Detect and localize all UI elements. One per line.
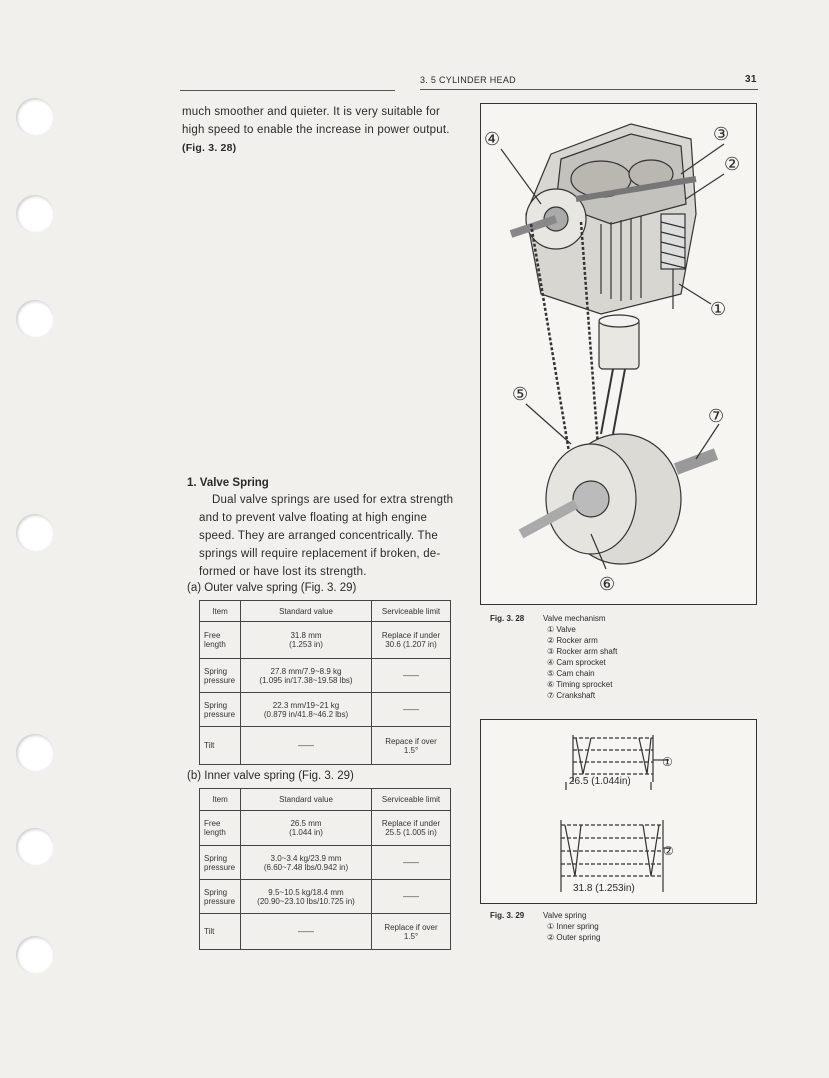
table-row	[200, 622, 451, 659]
valve-spring-figure	[480, 719, 757, 904]
limit-cell: 1.5°	[403, 745, 419, 755]
limit-cell: 30.6 (1.207 in)	[385, 640, 437, 649]
caption-item: ① Inner spring	[547, 922, 599, 931]
caption-item: ② Outer spring	[547, 933, 601, 942]
paragraph-line: formed or have lost its strength.	[199, 566, 367, 578]
item-cell: Tilt	[204, 741, 215, 750]
fig329-caption	[490, 910, 750, 950]
valve-spring-drawing	[481, 720, 756, 903]
col-header: Standard value	[241, 601, 372, 622]
limit-cell: Repace if over	[385, 736, 437, 746]
binder-hole	[16, 514, 54, 552]
item-cell: length	[204, 640, 226, 649]
paragraph-line: speed. They are arranged concentrically. The	[199, 530, 438, 542]
limit-cell: Replace if under	[381, 819, 441, 828]
std-cell: 22.3 mm/19~21 kg	[272, 700, 340, 710]
binder-hole	[16, 734, 54, 772]
valve-spring-paragraph	[199, 491, 455, 581]
std-cell: 3.0~3.4 kg/23.9 mm	[270, 853, 342, 863]
paragraph-line: and to prevent valve floating at high engine	[199, 512, 428, 524]
caption-item: Valve spring	[543, 911, 587, 920]
caption-item: ④ Cam sprocket	[547, 658, 606, 667]
caption-item: ② Rocker arm	[547, 636, 598, 645]
callout-5: ⑤	[512, 384, 529, 404]
item-cell: Spring	[204, 853, 228, 863]
limit-cell: ——	[403, 671, 419, 680]
intro-paragraph	[182, 103, 452, 157]
limit-cell: Replace if over	[384, 922, 438, 932]
limit-cell: 25.5 (1.005 in)	[385, 828, 437, 837]
item-cell: Free	[204, 819, 221, 828]
std-cell: (1.253 in)	[289, 640, 323, 649]
paragraph-line: Dual valve springs are used for extra strength	[212, 494, 454, 506]
intro-line: (Fig. 3. 28)	[182, 142, 237, 154]
caption-item: ⑤ Cam chain	[547, 669, 595, 678]
table-row	[200, 727, 451, 765]
table-row	[200, 880, 451, 914]
caption-items	[543, 910, 600, 943]
binder-hole	[16, 98, 54, 136]
caption-item: ① Valve	[547, 625, 576, 634]
section-heading: 1. Valve Spring	[187, 477, 269, 489]
limit-cell: 1.5°	[403, 931, 419, 941]
std-cell: 9.5~10.5 kg/18.4 mm	[268, 887, 344, 897]
limit-cell: Replace if under	[381, 631, 441, 640]
figure-label: Fig. 3. 28	[490, 614, 525, 623]
outer-spring-caption: (a) Outer valve spring (Fig. 3. 29)	[187, 582, 357, 594]
callout-6: ⑥	[599, 574, 616, 594]
mark-outer-spring: ②	[663, 844, 674, 858]
item-cell: pressure	[204, 675, 236, 685]
std-cell: (1.044 in)	[289, 828, 323, 837]
table-row	[200, 914, 451, 950]
item-cell: Spring	[204, 666, 228, 676]
item-cell: pressure	[204, 896, 236, 906]
std-cell: ——	[298, 927, 314, 936]
table-row	[200, 693, 451, 727]
header-rule-right	[420, 89, 758, 90]
outer-spring-table	[199, 600, 451, 765]
std-cell: (1.095 in/17.38~19.58 lbs)	[259, 675, 353, 685]
item-cell: Spring	[204, 887, 228, 897]
col-header: Item	[200, 601, 241, 622]
fig328-caption	[490, 613, 750, 708]
std-cell: (20.90~23.10 lbs/10.725 in)	[257, 896, 355, 906]
caption-item: ③ Rocker arm shaft	[547, 647, 618, 656]
binder-hole	[16, 936, 54, 974]
paragraph-line: springs will require replacement if broken, de-	[199, 548, 441, 560]
dim-outer-spring: 31.8 (1.253in)	[573, 883, 635, 894]
table-row	[200, 846, 451, 880]
col-header: Standard value	[241, 789, 372, 811]
item-cell: length	[204, 828, 226, 837]
binder-hole	[16, 300, 54, 338]
limit-cell: ——	[403, 705, 419, 714]
callout-1: ①	[710, 299, 727, 319]
item-cell: Free	[204, 631, 221, 640]
valve-mechanism-figure	[480, 103, 757, 605]
std-cell: 27.8 mm/7.9~8.9 kg	[270, 666, 342, 676]
dim-inner-spring: 26.5 (1.044in)	[569, 776, 631, 787]
section-header: 3. 5 CYLINDER HEAD	[420, 75, 516, 85]
inner-spring-table	[199, 788, 451, 950]
limit-cell: ——	[403, 892, 419, 901]
inner-spring-caption: (b) Inner valve spring (Fig. 3. 29)	[187, 770, 354, 782]
caption-items	[543, 613, 617, 701]
callout-7: ⑦	[708, 406, 725, 426]
limit-cell: ——	[403, 858, 419, 867]
binder-hole	[16, 828, 54, 866]
caption-item: Valve mechanism	[543, 614, 606, 623]
item-cell: Tilt	[204, 927, 215, 936]
mark-inner-spring: ①	[662, 755, 673, 769]
col-header: Serviceable limit	[372, 601, 451, 622]
std-cell: 26.5 mm	[290, 819, 322, 828]
caption-item: ⑦ Crankshaft	[547, 691, 596, 700]
std-cell: (0.879 in/41.8~46.2 lbs)	[263, 709, 349, 719]
callout-2: ②	[724, 154, 741, 174]
binder-hole	[16, 195, 54, 233]
callout-3: ③	[713, 124, 730, 144]
table-row	[200, 811, 451, 846]
std-cell: ——	[298, 741, 314, 750]
header-rule-left	[180, 90, 395, 91]
valve-mechanism-illustration	[481, 104, 756, 604]
col-header: Item	[200, 789, 241, 811]
table-row	[200, 659, 451, 693]
item-cell: Spring	[204, 700, 228, 710]
std-cell: (6.60~7.48 lbs/0.942 in)	[263, 862, 349, 872]
intro-line: high speed to enable the increase in power output.	[182, 124, 450, 136]
intro-line: much smoother and quieter. It is very suitable for	[182, 106, 441, 118]
callout-4: ④	[484, 129, 501, 149]
item-cell: pressure	[204, 862, 236, 872]
col-header: Serviceable limit	[372, 789, 451, 811]
figure-label: Fig. 3. 29	[490, 911, 525, 920]
page-number: 31	[745, 74, 757, 85]
std-cell: 31.8 mm	[290, 631, 322, 640]
item-cell: pressure	[204, 709, 236, 719]
caption-item: ⑥ Timing sprocket	[547, 680, 613, 689]
